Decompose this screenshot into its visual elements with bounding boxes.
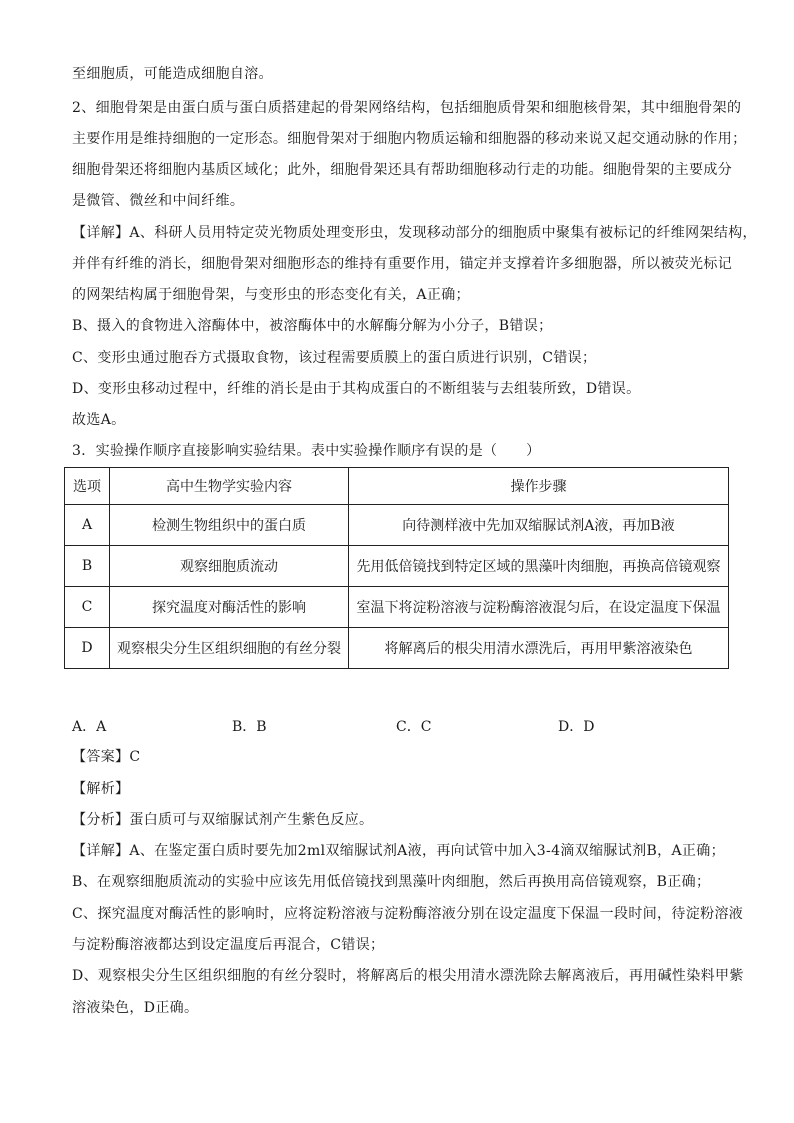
table-cell: D: [65, 628, 110, 669]
analysis-heading: 【解析】: [72, 781, 130, 797]
paragraph-line: B、在观察细胞质流动的实验中应该先用低倍镜找到黑藻叶肉细胞，然后再换用高倍镜观察，B正确；: [72, 874, 711, 890]
option-d: D．D: [558, 719, 595, 735]
paragraph-line: 主要作用是维持细胞的一定形态。细胞骨架对于细胞内物质运输和细胞器的移动来说又起交通动脉的作用；: [72, 131, 747, 147]
answer-options: [72, 717, 732, 737]
table-cell: 观察细胞质流动: [110, 546, 349, 587]
paragraph-line: 至细胞质，可能造成细胞自溶。: [72, 66, 273, 82]
paragraph-line: C、变形虫通过胞吞方式摄取食物，该过程需要质膜上的蛋白质进行识别，C错误；: [72, 350, 597, 366]
table-cell: A: [65, 505, 110, 546]
paragraph-line: 故选A。: [72, 412, 126, 428]
answer-line: 【答案】C: [72, 749, 141, 765]
paragraph-line: 溶液染色，D正确。: [72, 1000, 199, 1016]
table-header-row: [65, 468, 729, 505]
table-row: [65, 587, 729, 628]
paragraph-line: 的网架结构属于细胞骨架，与变形虫的形态变化有关，A正确；: [72, 287, 470, 303]
paragraph-line: B、摄入的食物进入溶酶体中，被溶酶体中的水解酶分解为小分子，B错误；: [72, 318, 553, 334]
paragraph-line: D、观察根尖分生区组织细胞的有丝分裂时，将解离后的根尖用清水漂洗除去解离液后，再用碱性染料甲紫: [72, 968, 744, 984]
table-header-cell: 高中生物学实验内容: [110, 468, 349, 505]
table-row: [65, 505, 729, 546]
table-cell: 探究温度对酶活性的影响: [110, 587, 349, 628]
table-header-cell: 选项: [65, 468, 110, 505]
question-stem: 3．实验操作顺序直接影响实验结果。表中实验操作顺序有误的是（ ）: [72, 443, 541, 459]
paragraph-line: 2、细胞骨架是由蛋白质与蛋白质搭建起的骨架网络结构，包括细胞质骨架和细胞核骨架，其中细胞骨架的: [72, 100, 742, 116]
paragraph-line: 细胞骨架还将细胞内基质区域化；此外，细胞骨架还具有帮助细胞移动行走的功能。细胞骨架的主要成分: [72, 162, 733, 178]
table-cell: 将解离后的根尖用清水漂洗后，再用甲紫溶液染色: [349, 628, 729, 669]
table-cell: 向待测样液中先加双缩脲试剂A液，再加B液: [349, 505, 729, 546]
table-cell: 先用低倍镜找到特定区域的黑藻叶肉细胞，再换高倍镜观察: [349, 546, 729, 587]
paragraph-line: 是微管、微丝和中间纤维。: [72, 193, 245, 209]
table-cell: C: [65, 587, 110, 628]
table-cell: 检测生物组织中的蛋白质: [110, 505, 349, 546]
table-header-cell: 操作步骤: [349, 468, 729, 505]
table-cell: B: [65, 546, 110, 587]
paragraph-line: 【分析】蛋白质可与双缩脲试剂产生紫色反应。: [72, 812, 374, 828]
table-cell: 室温下将淀粉溶液与淀粉酶溶液混匀后，在设定温度下保温: [349, 587, 729, 628]
paragraph-line: C、探究温度对酶活性的影响时，应将淀粉溶液与淀粉酶溶液分别在设定温度下保温一段时间，待淀粉溶液: [72, 906, 744, 922]
experiment-table: [64, 467, 729, 669]
option-b: B．B: [232, 719, 267, 735]
table-row: [65, 546, 729, 587]
paragraph-line: 与淀粉酶溶液都达到设定温度后再混合，C错误；: [72, 937, 385, 953]
paragraph-line: 【详解】A、在鉴定蛋白质时要先加2ml双缩脲试剂A液，再向试管中加入3-4滴双缩脲试剂B，A正确；: [72, 843, 725, 859]
option-c: C．C: [396, 719, 432, 735]
paragraph-line: D、变形虫移动过程中，纤维的消长是由于其构成蛋白的不断组装与去组装所致，D错误。: [72, 381, 641, 397]
table-cell: 观察根尖分生区组织细胞的有丝分裂: [110, 628, 349, 669]
option-a: A．A: [72, 719, 107, 735]
paragraph-line: 【详解】A、科研人员用特定荧光物质处理变形虫，发现移动部分的细胞质中聚集有被标记的纤维网架结构，: [72, 225, 757, 241]
table-row: [65, 628, 729, 669]
paragraph-line: 并伴有纤维的消长，细胞骨架对细胞形态的维持有重要作用，锚定并支撑着许多细胞器，所以被荧光标记: [72, 256, 733, 272]
